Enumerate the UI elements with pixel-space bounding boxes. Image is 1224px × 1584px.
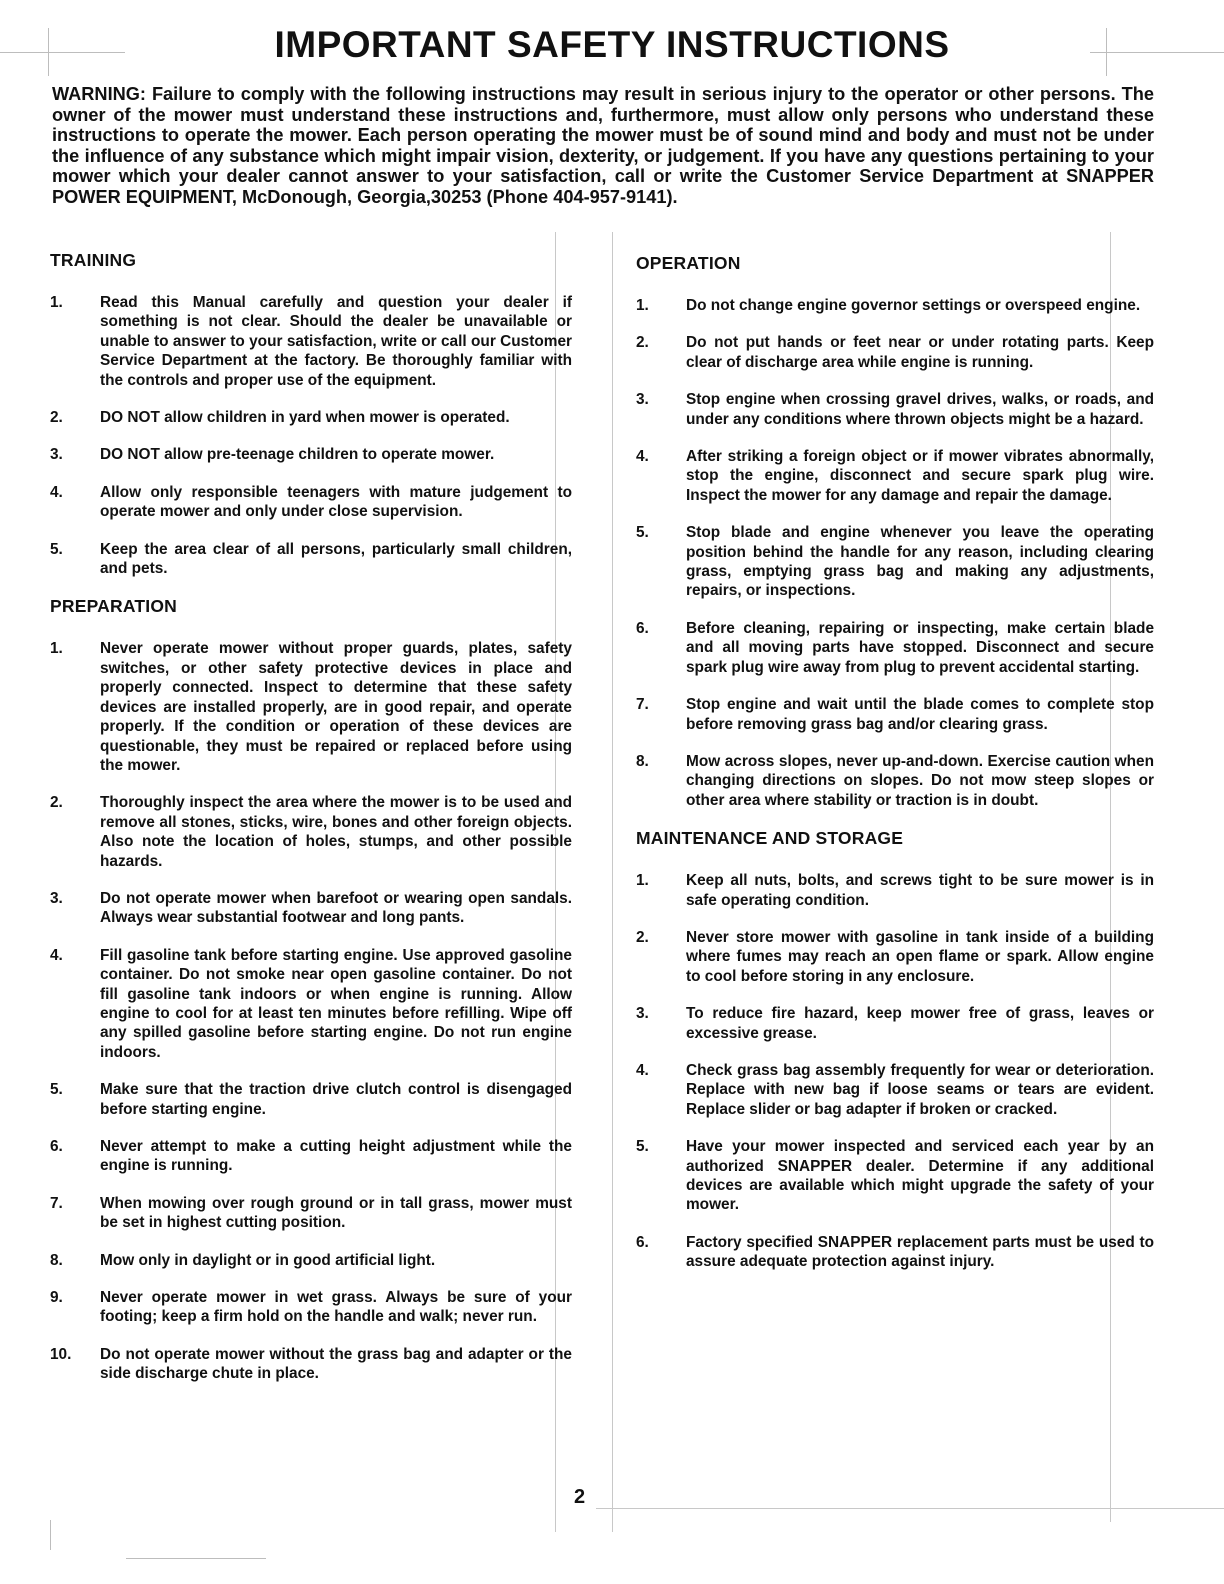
item-number: 5. [636, 1138, 649, 1156]
registration-mark-right-vertical [1106, 28, 1107, 76]
registration-mark-bottom [126, 1558, 266, 1559]
item-text: Before cleaning, repairing or inspecting, make certain blade and all moving parts have stopped. Disconnect and secure spark plug wire away from plug to prevent accidental starting. [686, 619, 1154, 676]
preparation-list [50, 639, 572, 1383]
item-text: Do not put hands or feet near or under rotating parts. Keep clear of discharge area while engine is running. [686, 334, 1154, 371]
list-item [50, 1288, 572, 1327]
left-column [50, 250, 572, 1402]
item-number: 8. [636, 752, 649, 770]
list-item [50, 946, 572, 1062]
preparation-heading: PREPARATION [50, 596, 177, 617]
item-text: Do not change engine governor settings or overspeed engine. [686, 297, 1141, 314]
item-text: Stop engine and wait until the blade comes to complete stop before removing grass bag and/or clearing grass. [686, 696, 1154, 733]
item-text: Mow only in daylight or in good artificial light. [100, 1251, 436, 1269]
list-item [636, 447, 1154, 505]
list-item [50, 408, 572, 427]
item-number: 5. [50, 540, 63, 558]
operation-heading: OPERATION [636, 253, 741, 273]
item-number: 2. [50, 409, 63, 427]
item-number: 9. [50, 1289, 63, 1307]
list-item [50, 1251, 572, 1270]
warning-paragraph: WARNING: Failure to comply with the following instructions may result in serious injury to the operator or other persons. The owner of the mower must understand these instructions and, furthermore, must allow only persons who understand these instructions to operate the mower. Each person operating the mower must be of sound mind and body and must not be under the influence of any substance which might impair vision, dexterity, or judgement. If you have any questions pertaining to your mower which your dealer cannot answer to your satisfaction, call or write the Customer Service Department at SNAPPER POWER EQUIPMENT, McDonough, Georgia,30253 (Phone 404-957-9141). [52, 84, 1154, 207]
list-item [636, 619, 1154, 677]
item-number: 3. [636, 391, 649, 409]
item-text: Keep the area clear of all persons, particularly small children, and pets. [100, 540, 572, 578]
item-number: 3. [50, 446, 63, 464]
registration-mark-left [0, 52, 125, 53]
item-text: Never store mower with gasoline in tank inside of a building where fumes may reach an open flame or spark. Allow engine to cool before storing in any enclosure. [686, 928, 1154, 985]
page-number: 2 [574, 1486, 586, 1508]
item-number: 6. [636, 1233, 649, 1251]
item-text: To reduce fire hazard, keep mower free of grass, leaves or excessive grease. [686, 1005, 1154, 1042]
item-number: 2. [636, 928, 649, 946]
item-number: 8. [50, 1251, 63, 1269]
item-number: 5. [50, 1081, 63, 1099]
list-item [636, 752, 1154, 810]
item-text: Fill gasoline tank before starting engine. Use approved gasoline container. Do not smoke near open gasoline container. Do not fill gasoline tank indoors or when engine is running. Allow engine to cool for at least ten minutes before refilling. Wipe off any spilled gasoline before starting engine. Do not run engine indoors. [100, 946, 572, 1061]
item-text: Keep all nuts, bolts, and screws tight to be sure mower is in safe operating condition. [686, 872, 1154, 909]
training-heading: TRAINING [50, 250, 137, 270]
item-number: 6. [636, 619, 649, 637]
list-item [636, 523, 1154, 601]
item-text: Read this Manual carefully and question your dealer if something is not clear. Should the dealer be unavailable or unable to answer to your satisfaction, write or call our Customer Service Department at the factory. Be thoroughly familiar with the controls and proper use of the equipment. [100, 294, 572, 389]
item-number: 1. [636, 297, 649, 314]
item-text: Stop engine when crossing gravel drives, walks, or roads, and under any conditions where thrown objects might be a hazard. [686, 391, 1154, 428]
item-number: 4. [636, 1061, 649, 1079]
item-number: 1. [636, 872, 649, 890]
bottom-rule [596, 1508, 1224, 1509]
item-text: Mow across slopes, never up-and-down. Exercise caution when changing directions on slopes. Do not mow steep slopes or other area where stability or traction is in doubt. [686, 752, 1154, 809]
item-text: Make sure that the traction drive clutch control is disengaged before starting engine. [100, 1081, 572, 1118]
item-text: Never operate mower in wet grass. Always be sure of your footing; keep a firm hold on the handle and walk; never run. [100, 1289, 572, 1326]
item-text: Thoroughly inspect the area where the mower is to be used and remove all stones, sticks, wire, bones and other foreign objects. Also note the location of holes, stumps, and other possible hazards. [100, 794, 572, 870]
item-text: Never attempt to make a cutting height adjustment while the engine is running. [100, 1138, 572, 1175]
page-title: IMPORTANT SAFETY INSTRUCTIONS [274, 24, 950, 65]
list-item [636, 1004, 1154, 1043]
operation-list [636, 296, 1154, 810]
list-item [50, 889, 572, 928]
list-item [636, 1137, 1154, 1215]
list-item [50, 1080, 572, 1119]
item-number: 5. [636, 524, 649, 542]
item-number: 3. [50, 889, 63, 907]
item-text: Do not operate mower when barefoot or wearing open sandals. Always wear substantial footwear and long pants. [100, 889, 572, 927]
list-item [50, 483, 572, 522]
registration-mark-left-vertical [48, 28, 49, 76]
list-item [50, 1345, 572, 1384]
list-item [636, 333, 1154, 372]
item-text: When mowing over rough ground or in tall grass, mower must be set in highest cutting position. [100, 1194, 572, 1232]
item-text: Stop blade and engine whenever you leave the operating position behind the handle for any reason, including clearing grass, emptying grass bag and making any adjustments, repairs, or inspections. [686, 524, 1154, 600]
list-item [50, 445, 572, 464]
registration-mark-bottom-left [50, 1520, 51, 1550]
list-item [636, 928, 1154, 986]
item-text: DO NOT allow children in yard when mower is operated. [100, 409, 510, 427]
item-text: Check grass bag assembly frequently for wear or deterioration. Replace with new bag if loose seams or tears are evident. Replace slider or bag adapter if broken or cracked. [686, 1061, 1154, 1118]
item-text: Allow only responsible teenagers with mature judgement to operate mower and only under close supervision. [100, 483, 572, 521]
list-item [636, 296, 1154, 315]
maintenance-list [636, 871, 1154, 1272]
item-text: Have your mower inspected and serviced each year by an authorized SNAPPER dealer. Determine if any additional devices are available which might upgrade the safety of your mower. [686, 1138, 1154, 1214]
list-item [636, 871, 1154, 910]
item-text: Do not operate mower without the grass bag and adapter or the side discharge chute in place. [100, 1345, 572, 1383]
list-item [50, 540, 572, 579]
item-text: Never operate mower without proper guards, plates, safety switches, or other safety protective devices in place and properly connected. Inspect to determine that these safety devices are installed properly, are in good repair, and operate properly. If the condition or operation of these devices are questionable, they must be repaired or replaced before using the mower. [100, 640, 572, 774]
list-item [50, 293, 572, 390]
list-item [636, 1061, 1154, 1119]
item-number: 6. [50, 1138, 63, 1155]
item-text: DO NOT allow pre-teenage children to operate mower. [100, 446, 495, 464]
list-item [50, 793, 572, 871]
item-number: 10. [50, 1345, 72, 1363]
item-number: 7. [50, 1194, 63, 1212]
item-number: 2. [50, 794, 63, 812]
right-column [636, 253, 1154, 1290]
item-number: 4. [636, 448, 649, 466]
maintenance-heading: MAINTENANCE AND STORAGE [636, 828, 904, 849]
item-number: 1. [50, 640, 63, 658]
item-text: After striking a foreign object or if mower vibrates abnormally, stop the engine, disconnect and secure spark plug wire. Inspect the mower for any damage and repair the damage. [686, 448, 1154, 504]
item-text: Factory specified SNAPPER replacement parts must be used to assure adequate protection against injury. [686, 1233, 1154, 1271]
item-number: 4. [50, 483, 63, 501]
list-item [636, 1233, 1154, 1272]
column-divider-center [612, 232, 613, 1532]
list-item [50, 1137, 572, 1176]
item-number: 3. [636, 1005, 649, 1023]
item-number: 7. [636, 696, 649, 714]
list-item [636, 695, 1154, 734]
training-list [50, 293, 572, 578]
list-item [636, 390, 1154, 429]
item-number: 4. [50, 946, 63, 964]
list-item [50, 1194, 572, 1233]
registration-mark-right [1090, 52, 1224, 53]
list-item [50, 639, 572, 775]
item-number: 1. [50, 294, 63, 311]
item-number: 2. [636, 334, 649, 352]
